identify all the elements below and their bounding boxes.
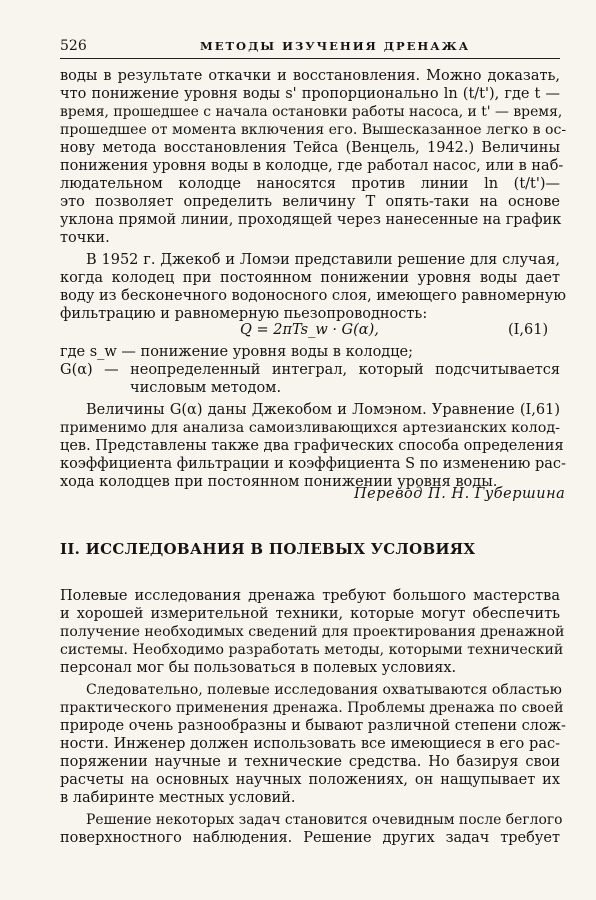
page-number: 526 (60, 38, 87, 54)
text-line: Решение некоторых задач становится очевидным после беглого (86, 812, 563, 828)
text-line: воду из бесконечного водоносного слоя, имеющего равномерную (60, 288, 566, 304)
running-title: МЕТОДЫ ИЗУЧЕНИЯ ДРЕНАЖА (200, 39, 471, 53)
text-line: расчеты на основных научных положениях, он нащупывает их (60, 772, 560, 788)
text-line: применимо для анализа самоизливающихся артезианских колод- (60, 420, 560, 436)
text-line: В 1952 г. Джекоб и Ломэи представили решение для случая, (86, 252, 560, 268)
text-line: поверхностного наблюдения. Решение других задач требует (60, 830, 560, 846)
text-line: практического применения дренажа. Проблемы дренажа по своей (60, 700, 564, 716)
text-line: Полевые исследования дренажа требуют большого мастерства (60, 588, 560, 604)
text-line: поряжении научные и технические средства. Но базируя свои (60, 754, 560, 770)
text-line: людательном колодце наносятся против линии ln (t/t')— (60, 176, 560, 192)
text-line: прошедшее от момента включения его. Вышесказанное легко в ос- (60, 122, 567, 138)
text-line: хода колодцев при постоянном понижении уровня воды. (60, 474, 498, 490)
equation-formula: Q = 2πTs_w · G(α), (240, 322, 379, 338)
page-header (60, 36, 560, 59)
text-line: точки. (60, 230, 110, 246)
text-line: время, прошедшее с начала остановки работы насоса, и t' — время, (60, 104, 563, 120)
translator-credit: Перевод П. Н. Губершина (354, 486, 566, 502)
text-line: Следовательно, полевые исследования охватываются областью (86, 682, 562, 698)
section-heading: II. ИССЛЕДОВАНИЯ В ПОЛЕВЫХ УСЛОВИЯХ (60, 540, 476, 558)
text-line: коэффициента фильтрации и коэффициента S по изменению рас- (60, 456, 566, 472)
text-line: природе очень разнообразны и бывают различной степени слож- (60, 718, 566, 734)
text-line: и хорошей измерительной техники, которые могут обеспечить (60, 606, 560, 622)
text-line: Величины G(α) даны Джекобом и Ломэном. Уравнение (I,61) (86, 402, 560, 418)
text-line: это позволяет определить величину T опять-таки на основе (60, 194, 560, 210)
text-line: понижения уровня воды в колодце, где работал насос, или в наб- (60, 158, 564, 174)
equation-number: (I,61) (508, 322, 549, 338)
text-line: когда колодец при постоянном понижении уровня воды дает (60, 270, 560, 286)
text-line: персонал мог бы пользоваться в полевых условиях. (60, 660, 457, 676)
definition-line: где s_w — понижение уровня воды в колодце; (60, 344, 414, 360)
definition-line: числовым методом. (130, 380, 282, 396)
text-line: ности. Инженер должен использовать все имеющиеся в его рас- (60, 736, 560, 752)
text-line: в лабиринте местных условий. (60, 790, 296, 806)
text-line: что понижение уровня воды s' пропорционально ln (t/t'), где t — (60, 86, 560, 102)
text-line: уклона прямой линии, проходящей через нанесенные на график (60, 212, 562, 228)
text-line: системы. Необходимо разработать методы, которыми технический (60, 642, 564, 658)
text-line: нову метода восстановления Тейса (Венцель, 1942.) Величины (60, 140, 560, 156)
text-line: воды в результате откачки и восстановления. Можно доказать, (60, 68, 560, 84)
text-line: получение необходимых сведений для проектирования дренажной (60, 624, 565, 640)
text-line: фильтрацию и равномерную пьезопроводность: (60, 306, 428, 322)
text-line: цев. Представлены также два графических способа определения (60, 438, 564, 454)
definition-line: G(α) — неопределенный интеграл, который подсчитывается (60, 362, 560, 378)
